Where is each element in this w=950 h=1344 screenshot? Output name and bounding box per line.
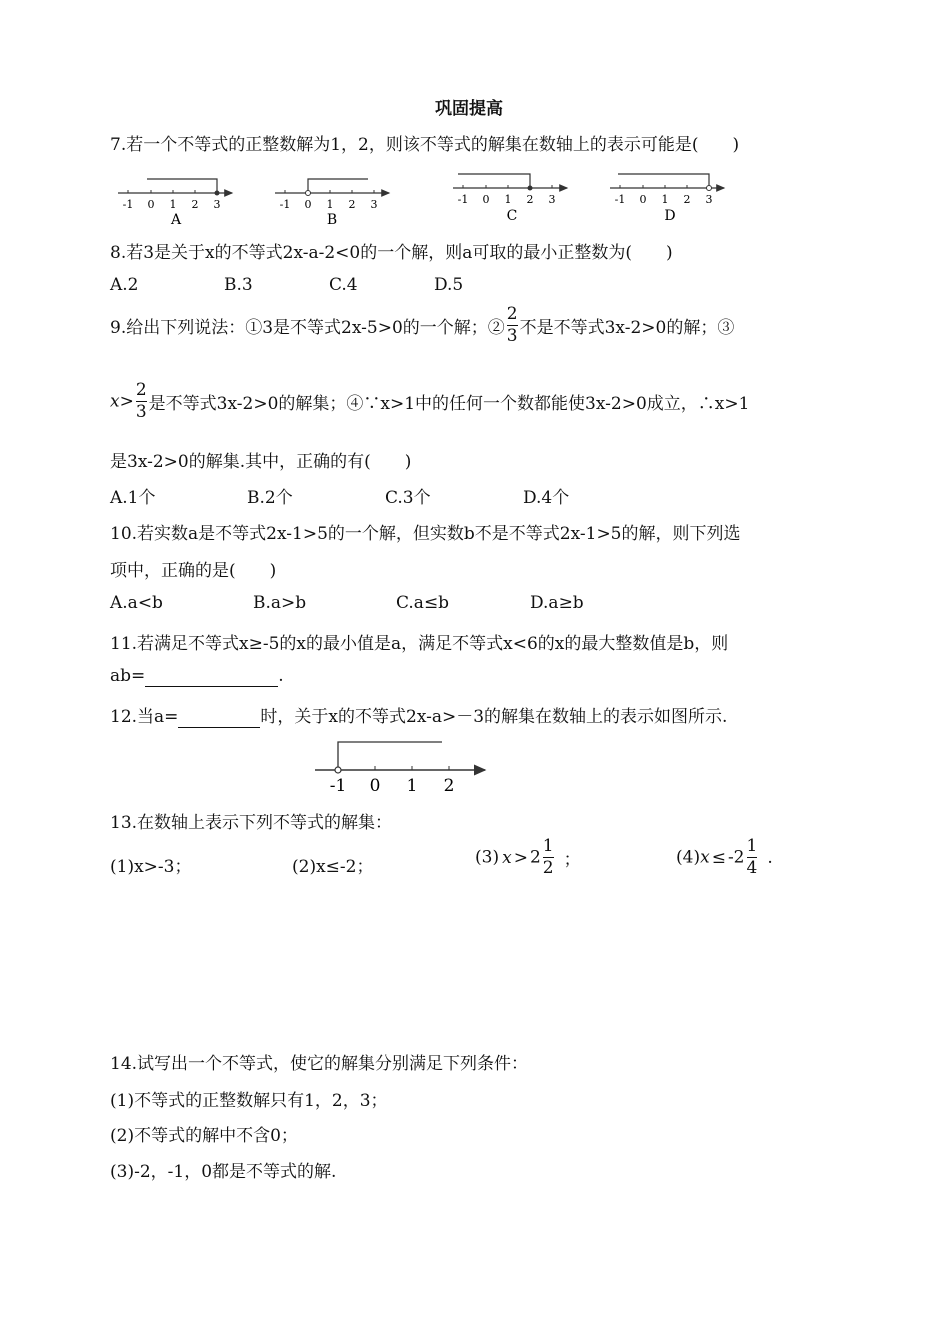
tick-label: 2: [526, 193, 534, 206]
question-11-line-1: 11.若满足不等式x≥-5的x的最小值是a，满足不等式x<6的x的最大整数值是b，则: [110, 634, 729, 654]
fraction-one-half: $\frac{1}{2}$: [542, 836, 554, 878]
q13-part-1: (1)x>-3；: [110, 857, 192, 877]
tick-label: 3: [370, 198, 378, 211]
tick-label: -1: [614, 193, 626, 206]
q14-item-1: (1)不等式的正整数解只有1，2，3；: [110, 1091, 388, 1111]
q10-option-d[interactable]: D.a≥b: [530, 593, 584, 613]
tick-label: 0: [147, 198, 155, 211]
tick-label: 0: [639, 193, 647, 206]
fraction-two-thirds: $\frac{2}{3}$: [506, 304, 518, 346]
q10-option-b[interactable]: B.a>b: [253, 593, 307, 613]
q8-option-d[interactable]: D.5: [434, 275, 464, 295]
option-c-number-line[interactable]: [453, 174, 567, 224]
q7-number-lines: [110, 168, 750, 230]
question-10-line-2: 项中，正确的是( ): [110, 561, 277, 581]
q8-option-c[interactable]: C.4: [329, 275, 358, 295]
option-letter: D: [664, 208, 676, 224]
tick-label: 1: [504, 193, 512, 206]
question-11-line-2: ab= .: [110, 666, 284, 686]
q10-option-c[interactable]: C.a≤b: [396, 593, 450, 613]
q9-option-a[interactable]: A.1个: [110, 488, 156, 508]
tick-label: 0: [369, 776, 381, 795]
tick-label: -1: [122, 198, 134, 211]
answer-blank[interactable]: [145, 666, 278, 687]
tick-label: 3: [548, 193, 556, 206]
tick-label: 2: [348, 198, 356, 211]
tick-label: -1: [279, 198, 291, 211]
tick-label: 1: [406, 776, 418, 795]
q12-number-line: [310, 735, 495, 795]
option-d-number-line[interactable]: [610, 174, 724, 224]
q10-option-a[interactable]: A.a<b: [110, 593, 163, 613]
q8-option-a[interactable]: A.2: [110, 275, 139, 295]
q13-part-3: (3) x > 2 $\frac{1}{2}$ ；: [475, 836, 581, 878]
fraction-two-thirds: $\frac{2}{3}$: [135, 380, 147, 422]
tick-label: 0: [482, 193, 490, 206]
option-letter: A: [170, 212, 182, 228]
option-letter: B: [326, 212, 338, 228]
question-10-line-1: 10.若实数a是不等式2x-1>5的一个解，但实数b不是不等式2x-1>5的解，则下列选: [110, 524, 741, 544]
question-8-text: 8.若3是关于x的不等式2x-a-2<0的一个解，则a可取的最小正整数为( ): [110, 243, 673, 263]
tick-label: 3: [213, 198, 221, 211]
q8-option-b[interactable]: B.3: [224, 275, 253, 295]
tick-label: 1: [661, 193, 669, 206]
q13-part-2: (2)x≤-2；: [292, 857, 374, 877]
answer-blank[interactable]: [178, 707, 260, 728]
q13-part-4: (4)x ≤ -2 $\frac{1}{4}$ .: [676, 836, 773, 878]
question-13-text: 13.在数轴上表示下列不等式的解集：: [110, 813, 393, 833]
tick-label: 1: [169, 198, 177, 211]
q9-option-d[interactable]: D.4个: [523, 488, 570, 508]
q14-item-2: (2)不等式的解中不含0；: [110, 1126, 298, 1146]
tick-label: -1: [457, 193, 469, 206]
tick-label: -1: [329, 776, 347, 795]
fraction-one-quarter: $\frac{1}{4}$: [746, 836, 758, 878]
tick-label: 0: [304, 198, 312, 211]
question-9-line-3: 是3x-2>0的解集.其中，正确的有( ): [110, 452, 412, 472]
option-a-number-line[interactable]: [118, 179, 232, 228]
q9-option-b[interactable]: B.2个: [247, 488, 293, 508]
question-12-text: 12.当a= 时，关于x的不等式2x-a>－3的解集在数轴上的表示如图所示.: [110, 707, 728, 727]
tick-label: 1: [326, 198, 334, 211]
question-9-line-1: 9.给出下列说法：①3是不等式2x-5>0的一个解；② $\frac{2}{3}$ 不是不等式3x-2>0的解；③: [110, 304, 735, 346]
q9-option-c[interactable]: C.3个: [385, 488, 431, 508]
question-7-text: 7.若一个不等式的正整数解为1，2，则该不等式的解集在数轴上的表示可能是( ): [110, 135, 740, 155]
tick-label: 2: [191, 198, 199, 211]
tick-label: 3: [705, 193, 713, 206]
tick-label: 2: [443, 776, 455, 795]
q14-item-3: (3)-2，-1，0都是不等式的解.: [110, 1162, 337, 1182]
section-title: 巩固提高: [435, 99, 503, 119]
question-9-line-2: x> $\frac{2}{3}$ 是不等式3x-2>0的解集；④∵x>1中的任何一个数都能使3x-2>0成立，∴x>1: [110, 380, 750, 422]
tick-label: 2: [683, 193, 691, 206]
option-letter: C: [506, 208, 518, 224]
option-b-number-line[interactable]: [275, 179, 389, 228]
question-14-text: 14.试写出一个不等式，使它的解集分别满足下列条件：: [110, 1054, 529, 1074]
